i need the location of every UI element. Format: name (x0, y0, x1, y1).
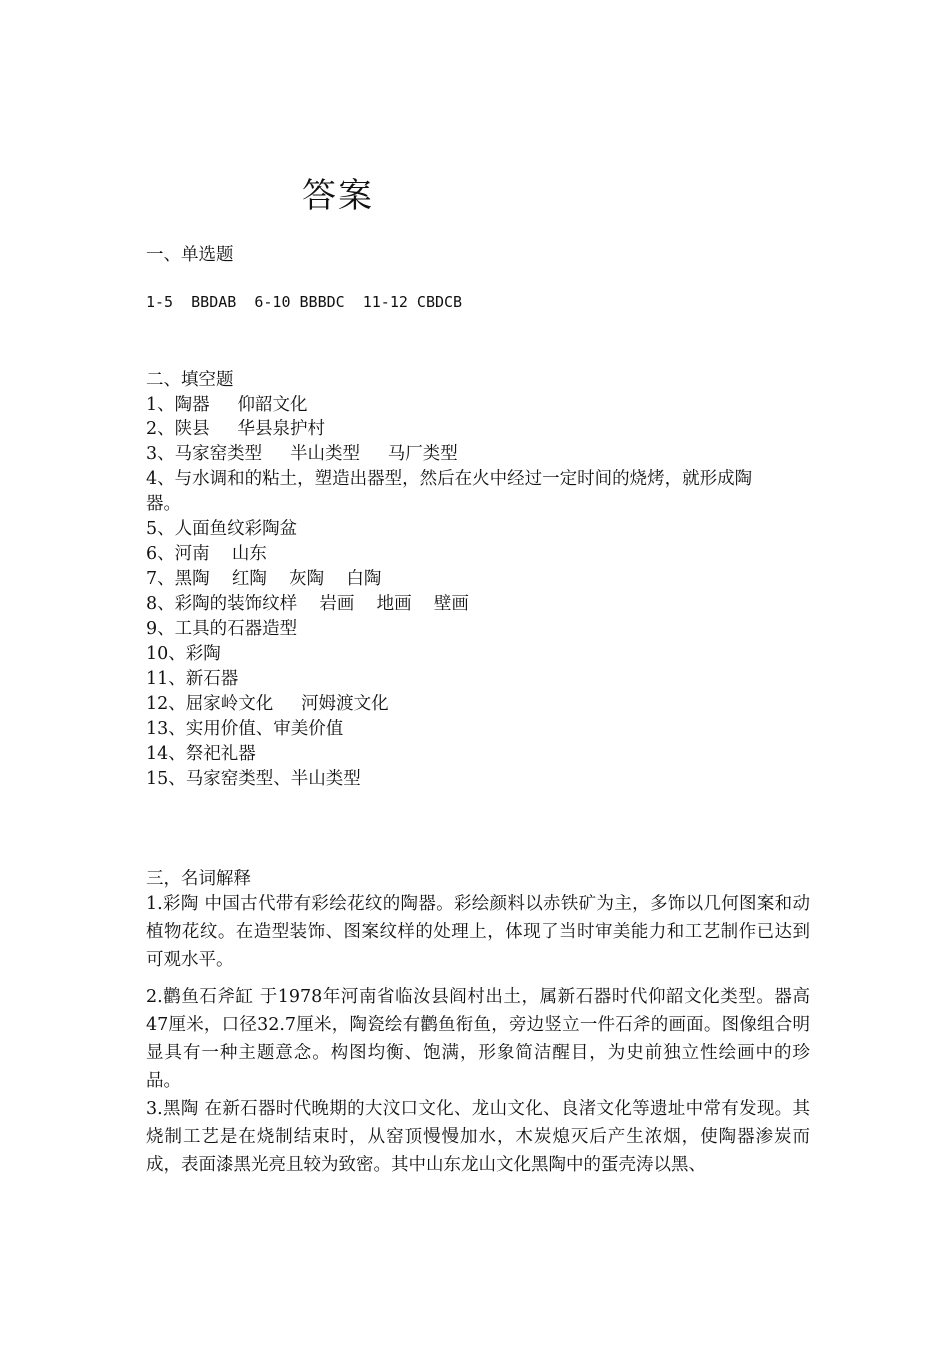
section-heading-glossary: 三，名词解释 (146, 869, 251, 889)
list-item: 器。 (146, 494, 181, 514)
list-item: 15、马家窑类型、半山类型 (146, 769, 361, 789)
list-item: 5、人面鱼纹彩陶盆 (146, 519, 298, 539)
section-heading-fill-blank: 二、填空题 (146, 370, 234, 390)
page-title: 答案 (302, 176, 374, 216)
list-item: 4、与水调和的粘土，塑造出器型，然后在火中经过一定时间的烧烤，就形成陶 (146, 469, 753, 489)
list-item: 6、河南 山东 (146, 544, 267, 564)
list-item: 3、马家窑类型 半山类型 马厂类型 (146, 444, 458, 464)
list-item: 2、陕县 华县泉护村 (146, 419, 325, 439)
list-item: 12、屈家岭文化 河姆渡文化 (146, 694, 389, 714)
glossary-entry-heitao: 3.黑陶 在新石器时代晚期的大汶口文化、龙山文化、良渚文化等遗址中常有发现。其烧制工艺是在烧制结束时，从窑顶慢慢加水，木炭熄灭后产生浓烟，使陶器渗炭而成，表面漆黑光亮且较为致密。其中山东龙山文化黑陶中的蛋壳涛以黑、 (146, 1099, 810, 1175)
list-item: 9、工具的石器造型 (146, 619, 298, 639)
section-heading-single-choice: 一、单选题 (146, 245, 234, 265)
list-item: 14、祭祀礼器 (146, 744, 256, 764)
list-item: 13、实用价值、审美价值 (146, 719, 344, 739)
list-item: 8、彩陶的装饰纹样 岩画 地画 壁画 (146, 594, 469, 614)
list-item: 11、新石器 (146, 669, 239, 689)
list-item: 1、陶器 仰韶文化 (146, 395, 308, 415)
glossary-entry-guanyu-shifu-gang: 2.鹳鱼石斧缸 于1978年河南省临汝县阎村出土，属新石器时代仰韶文化类型。器高47厘米，口径32.7厘米，陶瓷绘有鹳鱼衔鱼，旁边竖立一件石斧的画面。图像组合明显具有一种主题意念。构图均衡、饱满，形象简洁醒目，为史前独立性绘画中的珍品。 (146, 987, 810, 1091)
single-choice-answers: 1-5 BBDAB 6-10 BBBDC 11-12 CBDCB (146, 293, 463, 311)
glossary-entry-caitao: 1.彩陶 中国古代带有彩绘花纹的陶器。彩绘颜料以赤铁矿为主，多饰以几何图案和动植物花纹。在造型装饰、图案纹样的处理上，体现了当时审美能力和工艺制作已达到可观水平。 (146, 894, 810, 970)
list-item: 7、黑陶 红陶 灰陶 白陶 (146, 569, 382, 589)
list-item: 10、彩陶 (146, 644, 221, 664)
